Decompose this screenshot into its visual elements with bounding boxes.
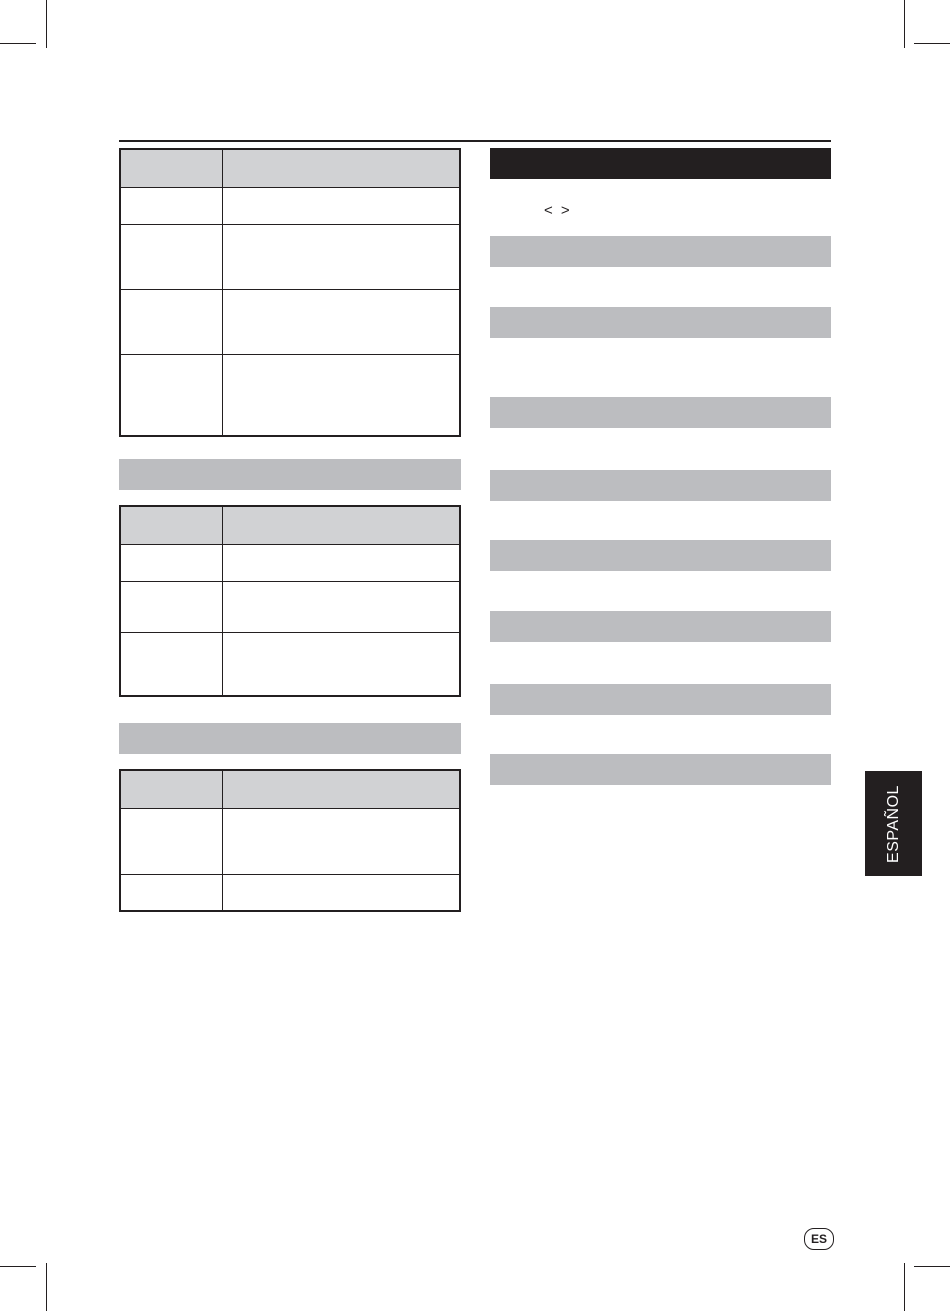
header-rule (119, 140, 831, 142)
menu-item-bar (490, 307, 831, 338)
language-side-tab (865, 771, 922, 876)
section-heading-bar (119, 723, 461, 754)
menu-item-bar (490, 397, 831, 428)
table-row (120, 224, 460, 289)
table-row (120, 354, 460, 436)
crop-mark (46, 1263, 47, 1311)
table-header-cell (222, 506, 460, 544)
table-row (120, 289, 460, 354)
crop-mark (0, 43, 36, 44)
crop-mark (0, 1266, 36, 1267)
crop-mark (904, 0, 905, 48)
menu-item-bar (490, 236, 831, 267)
table-row (120, 874, 460, 911)
table-header-cell (222, 770, 460, 808)
crop-mark (904, 1263, 905, 1311)
table-row (120, 808, 460, 874)
settings-table-1 (119, 148, 461, 437)
crop-mark (46, 0, 47, 48)
table-header-cell (222, 149, 460, 187)
menu-item-bar (490, 470, 831, 501)
table-row (120, 187, 460, 224)
menu-item-bar (490, 684, 831, 715)
section-heading-bar (119, 459, 461, 490)
language-badge: ES (804, 1228, 834, 1250)
table-header-cell (120, 149, 222, 187)
table-header-row (120, 506, 460, 544)
menu-item-bar (490, 540, 831, 571)
navigation-arrows-icon: < > (544, 202, 572, 219)
crop-mark (914, 43, 950, 44)
menu-item-bar (490, 611, 831, 642)
table-row (120, 632, 460, 696)
crop-mark (914, 1266, 950, 1267)
menu-item-bar (490, 754, 831, 785)
table-row (120, 544, 460, 581)
table-header-row (120, 770, 460, 808)
section-title-bar (490, 148, 831, 179)
table-header-row (120, 149, 460, 187)
settings-table-2 (119, 505, 461, 697)
table-header-cell (120, 506, 222, 544)
settings-table-3 (119, 769, 461, 912)
table-row (120, 581, 460, 632)
language-side-tab-label: ESPAÑOL (884, 784, 902, 863)
table-header-cell (120, 770, 222, 808)
